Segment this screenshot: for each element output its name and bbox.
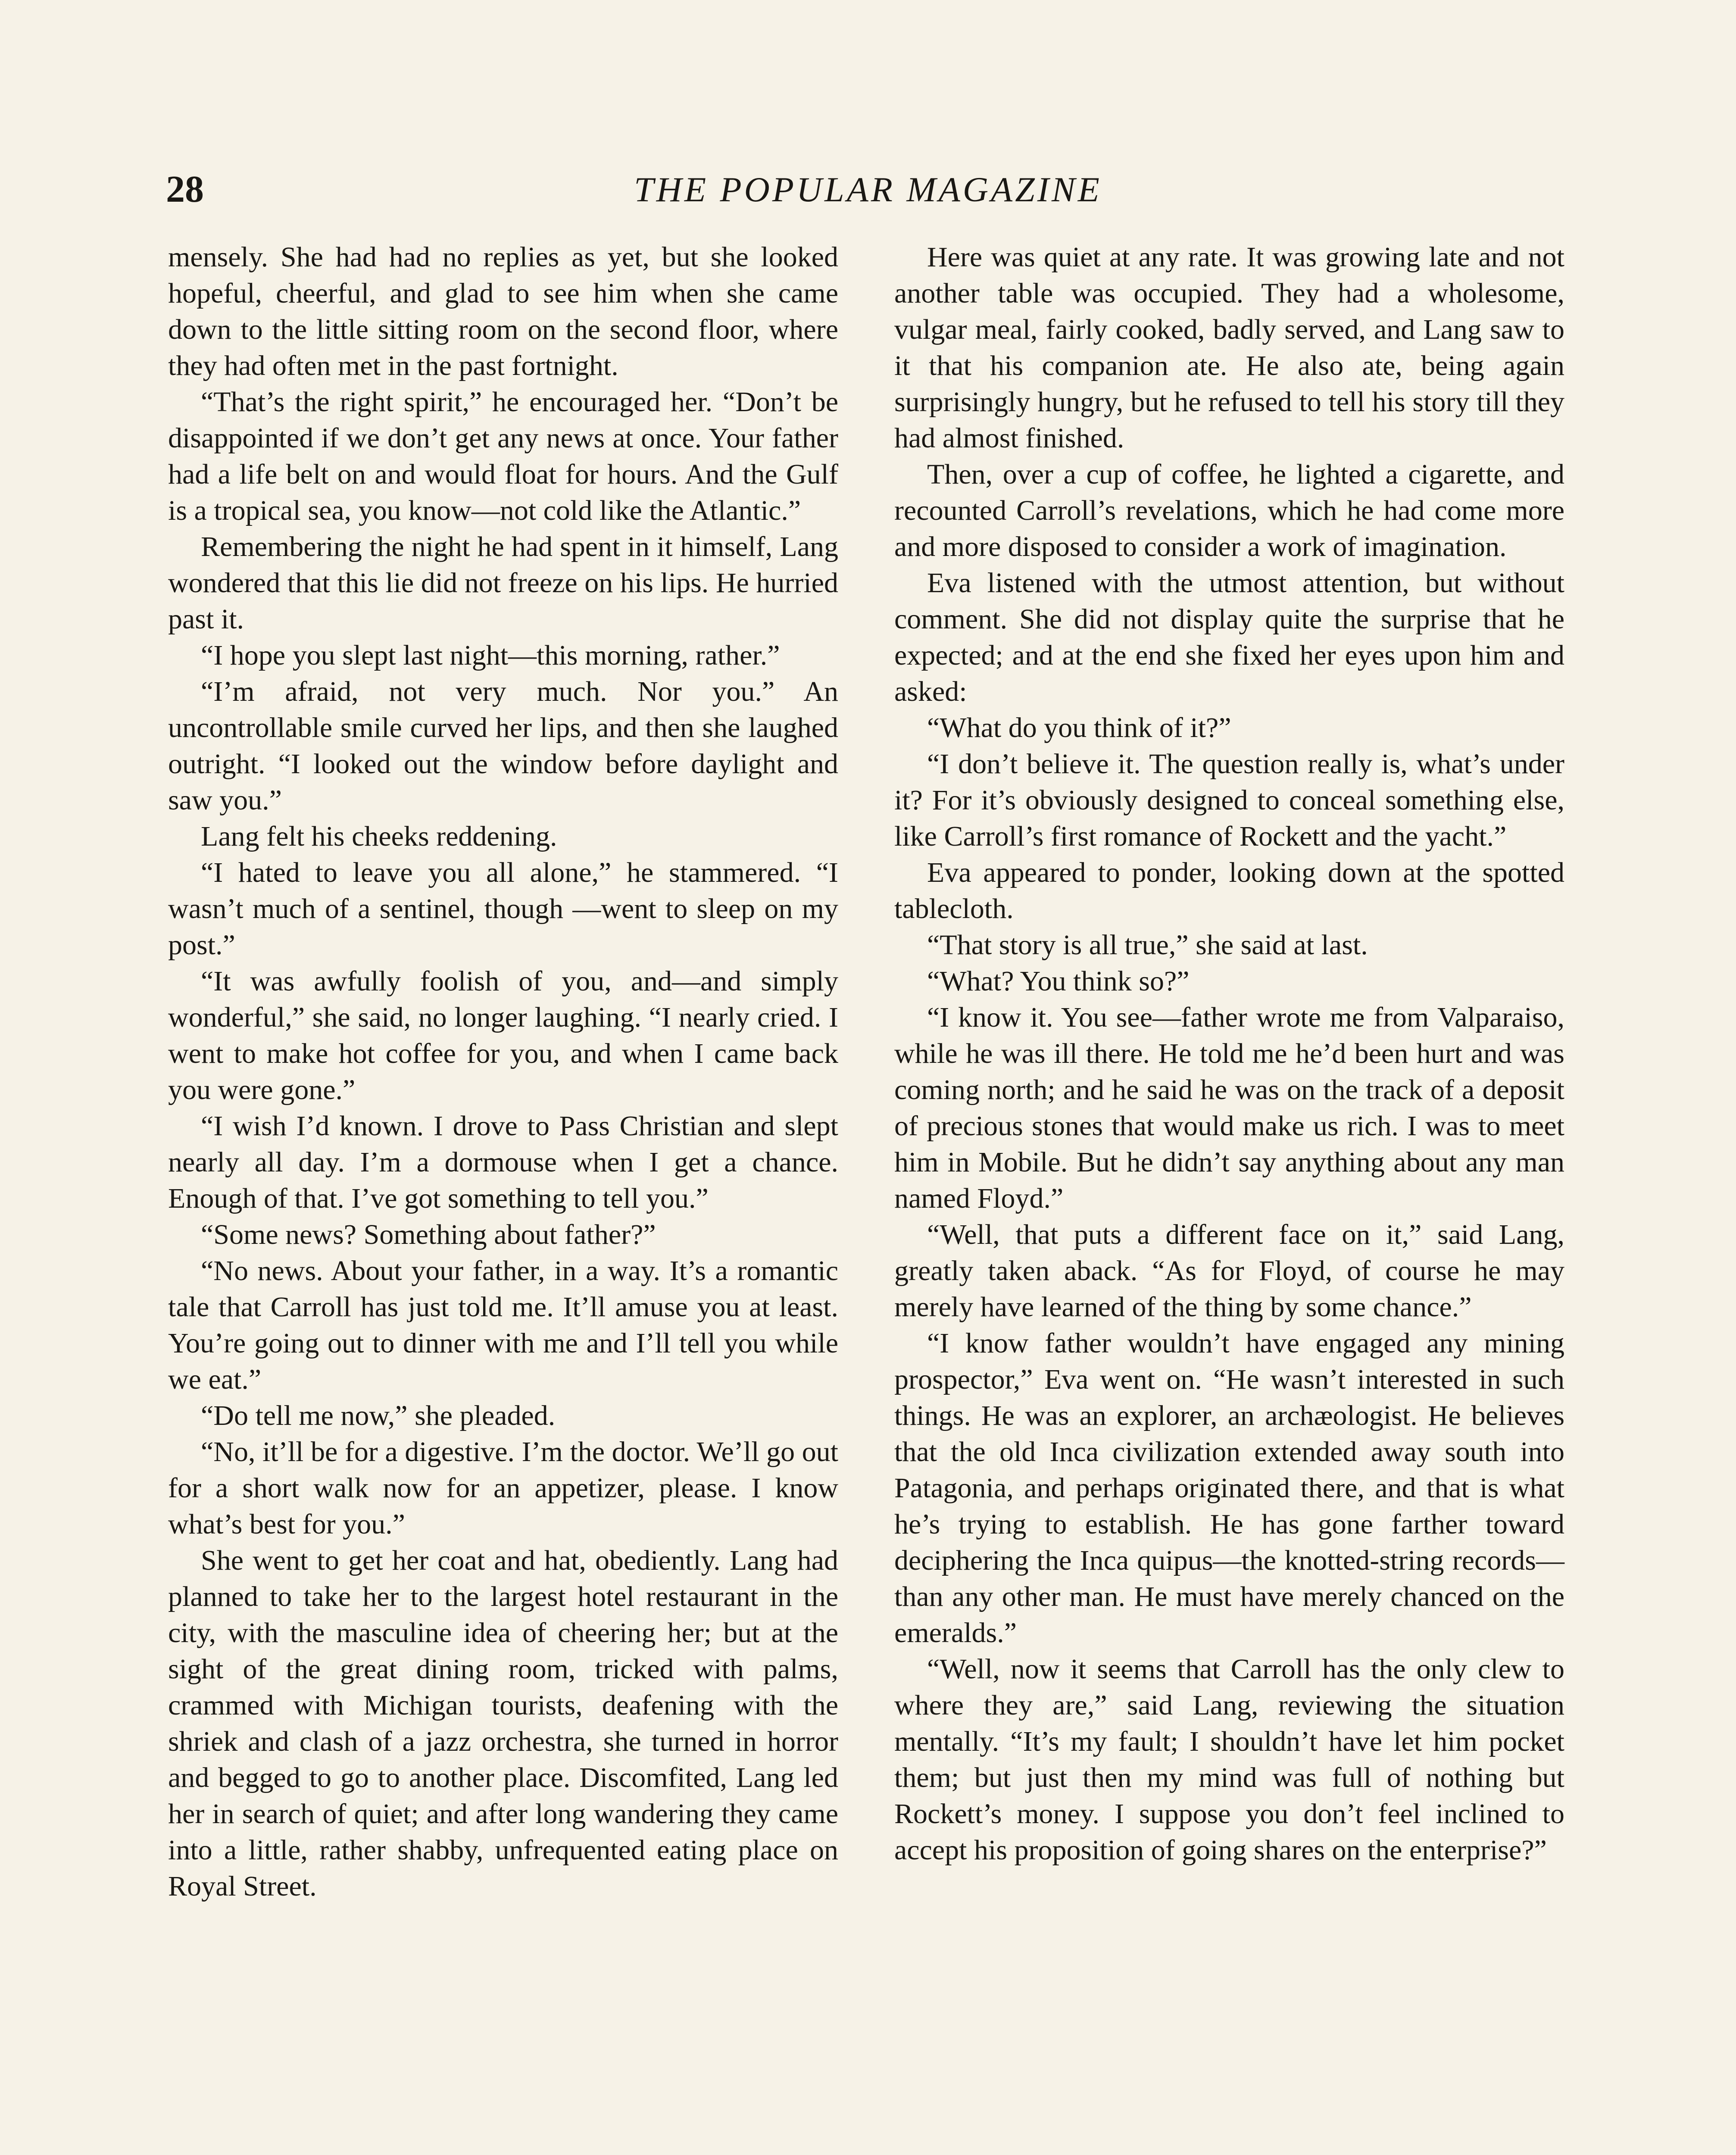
paragraph: Eva listened with the utmost attention, but without comment. She did not display quite the surprise that he expected; and at the end she fixed her eyes upon him and asked: (894, 567, 1564, 707)
paragraph: “I’m afraid, not very much. Nor you.” An uncontrollable smile curved her lips, and then she laughed outright. “I looked out the window before daylight and saw you.” (168, 676, 838, 816)
paragraph: She went to get her coat and hat, obediently. Lang had planned to take her to the largest hotel restaurant in the city, with the masculine idea of cheering her; but at the sight of the great dining room, tricked with palms, crammed with Michigan tourists, deafening with the shriek and clash of a jazz orchestra, she turned in horror and begged to go to another place. Discomfited, Lang led her in search of quiet; and after long wandering they came into a little, rather shabby, unfrequented eating place on Royal Street. (168, 1545, 838, 1902)
paragraph: Remembering the night he had spent in it himself, Lang wondered that this lie did not freeze on his lips. He hurried past it. (168, 531, 838, 635)
paragraph: “No, it’ll be for a digestive. I’m the doctor. We’ll go out for a short walk now for an appetizer, please. I know what’s best for you.” (168, 1436, 838, 1540)
paragraph: “What do you think of it?” (927, 712, 1231, 743)
paragraph: “Do tell me now,” she pleaded. (201, 1400, 556, 1431)
paragraph: “I know father wouldn’t have engaged any mining prospector,” Eva went on. “He wasn’t interested in such things. He was an explorer, an archæologist. He believes that the old Inca civilization extended away south into Patagonia, and perhaps originated there, and that is what he’s trying to establish. He has gone farther toward deciphering the Inca quipus—the knotted-string records—than any other man. He must have merely chanced on the emeralds.” (894, 1327, 1564, 1649)
paragraph: mensely. She had had no replies as yet, but she looked hopeful, cheerful, and glad to see him when she came down to the little sitting room on the second floor, where they had often met in the past fortnight. (168, 241, 838, 381)
paragraph: “That story is all true,” she said at last. (927, 929, 1368, 961)
paragraph: “It was awfully foolish of you, and—and simply wonderful,” she said, no longer laughing. “I nearly cried. I went to make hot coffee for you, and when I came back you were gone.” (168, 965, 838, 1106)
page-header (166, 164, 1570, 224)
paragraph: “I wish I’d known. I drove to Pass Christian and slept nearly all day. I’m a dormouse when I get a chance. Enough of that. I’ve got something to tell you.” (168, 1110, 838, 1214)
paragraph: Lang felt his cheeks reddening. (201, 821, 557, 852)
paragraph: Here was quiet at any rate. It was growing late and not another table was occupied. They had a wholesome, vulgar meal, fairly cooked, badly served, and Lang saw to it that his companion ate. He also ate, being again surprisingly hungry, but he refused to tell his story till they had almost finished. (894, 241, 1564, 454)
paragraph: “I know it. You see—father wrote me from Valparaiso, while he was ill there. He told me he’d been hurt and was coming north; and he said he was on the track of a deposit of precious stones that would make us rich. I was to meet him in Mobile. But he didn’t say anything about any man named Floyd.” (894, 1002, 1564, 1214)
paragraph: “I hated to leave you all alone,” he stammered. “I wasn’t much of a sentinel, though —went to sleep on my post.” (168, 857, 838, 961)
running-head: THE POPULAR MAGAZINE (634, 170, 1102, 209)
paragraph: “I don’t believe it. The question really is, what’s under it? For it’s obviously designed to conceal something else, like Carroll’s first romance of Rockett and the yacht.” (894, 748, 1564, 852)
paragraph: Eva appeared to ponder, looking down at the spotted tablecloth. (894, 857, 1564, 924)
paragraph: Then, over a cup of coffee, he lighted a cigarette, and recounted Carroll’s revelations, which he had come more and more disposed to consider a work of imagination. (894, 459, 1564, 562)
paragraph: “What? You think so?” (927, 965, 1190, 997)
paragraph: “Well, now it seems that Carroll has the only clew to where they are,” said Lang, reviewing the situation mentally. “It’s my fault; I shouldn’t have let him pocket them; but just then my mind was full of nothing but Rockett’s money. I suppose you don’t feel inclined to accept his proposition of going shares on the enterprise?” (894, 1653, 1564, 1866)
right-column (894, 239, 1564, 2155)
paragraph: “No news. About your father, in a way. It’s a romantic tale that Carroll has just told me. It’ll amuse you at least. You’re going out to dinner with me and I’ll tell you while we eat.” (168, 1255, 838, 1395)
paragraph: “Some news? Something about father?” (201, 1219, 656, 1250)
paragraph: “Well, that puts a different face on it,” said Lang, greatly taken aback. “As for Floyd, of course he may merely have learned of the thing by some chance.” (894, 1219, 1564, 1323)
left-column (168, 239, 838, 2155)
paragraph: “That’s the right spirit,” he encouraged her. “Don’t be disappointed if we don’t get any news at once. Your father had a life belt on and would float for hours. And the Gulf is a tropical sea, you know—not cold like the Atlantic.” (168, 386, 838, 526)
page-number: 28 (166, 169, 204, 210)
paragraph: “I hope you slept last night—this morning, rather.” (201, 640, 780, 671)
article-body (168, 239, 1564, 2155)
